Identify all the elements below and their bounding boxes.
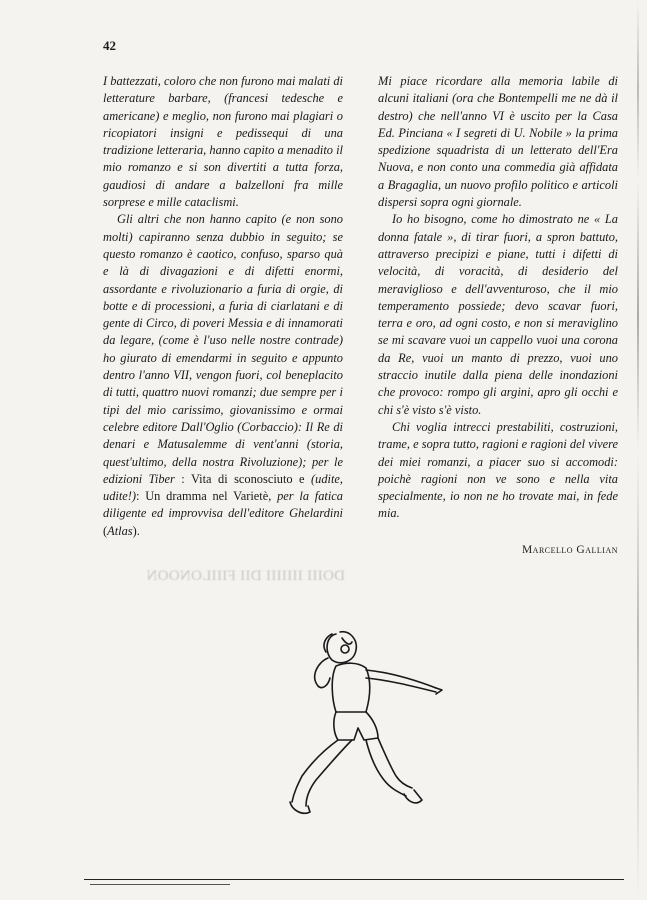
right-paragraph-3: Chi voglia intrecci prestabiliti, costruzioni, trame, e sopra tutto, ragioni e ragioni del vivere dei miei romanzi, a piacer suo si accomodi: poichè ragioni non ve sono e nella vita specialmente, io non ne ho trovate mai, in fede mia.	[378, 419, 618, 521]
bleed-through-text: DOIII IIIIIII DII FIIILONOON	[146, 568, 345, 584]
right-column	[378, 73, 618, 523]
figure-left-leg	[292, 740, 338, 802]
left-paragraph-2: Gli altri che non hanno capito (e non sono molti) capiranno senza dubbio in seguito; se questo romanzo è caotico, confuso, sparso quà e là di divagazioni e di difetti enormi, assordante e rivoluzionario a furia di orgie, di botte e di processioni, a furia di ciarlatani e di gente di Circo, di poveri Messia e di innamorati da legare, (come è l'uso nelle nostre contrade) ho giurato di emendarmi in seguito e appunto dentro l'anno VII, vengon fuori, col beneplacito di tutti, quattro nuovi romanzi; due sempre per i tipi del mio carissimo, giovanissimo e ormai celebre editore Dall'Oglio (Corbaccio): Il Re di denari e Matusalemme di vent'anni (storia, quest'ultimo, della nostra Rivoluzione); per le edizioni Tiber : Vita di sconosciuto e (udite, udite!): Un dramma nel Varietè, per la fatica diligente ed improvvisa dell'editore Ghelardini (Atlas).	[103, 212, 343, 538]
running-figure-illustration	[266, 616, 446, 826]
page-edge-shadow	[637, 0, 639, 900]
bottom-rule-short	[90, 884, 230, 885]
bottom-rule	[84, 879, 624, 880]
figure-left-arm	[315, 658, 330, 688]
figure-right-leg	[366, 740, 406, 796]
page-number: 42	[103, 38, 116, 53]
figure-torso	[332, 663, 370, 712]
left-column	[103, 73, 343, 540]
left-paragraph-1: I battezzati, coloro che non furono mai malati di letterature barbare, (francesi tedesche e americane) e meglio, non furono mai plagiari o ricopiatori insigni e pedissequi di una tradizione letteraria, hanno capito a menadito il mio romanzo e si son divertiti a tutta forza, gaudiosi di andare a balzelloni fra mille sorprese e mille cataclismi.	[103, 74, 343, 210]
author-signature: Marcello Gallian	[521, 544, 618, 556]
right-paragraph-1: Mi piace ricordare alla memoria labile di alcuni italiani (ora che Bontempelli me ne dà il destro) che nell'anno VI è uscito per la Casa Ed. Pinciana « I segreti di U. Nobile » la prima spedizione squadrista di un letterato dell'Era Nuova, e non conto una commedia già affidata a Bragaglia, un nuovo profilo politico e articoli dispersi sopra ogni giornale.	[378, 74, 618, 210]
figure-shorts	[334, 712, 378, 740]
right-paragraph-2: Io ho bisogno, come ho dimostrato ne « La donna fatale », di tirar fuori, a spron battuto, attraverso precipizi e piane, tutti i difetti di velocità, di voracità, di desiderio del meraviglioso e dell'avventuroso, che il mio temperamento possiede; devo scavar fuori, terra e oro, ad ogni costo, e non si meraviglino se mi scavare vuoi un cappello vuoi una corona da Re, vuoi un manto di prezzo, vuoi uno straccio inutile dalla piena delle inondazioni che provoco: rompo gli argini, apro gli occhi e chi s'è visto s'è visto.	[378, 212, 618, 417]
